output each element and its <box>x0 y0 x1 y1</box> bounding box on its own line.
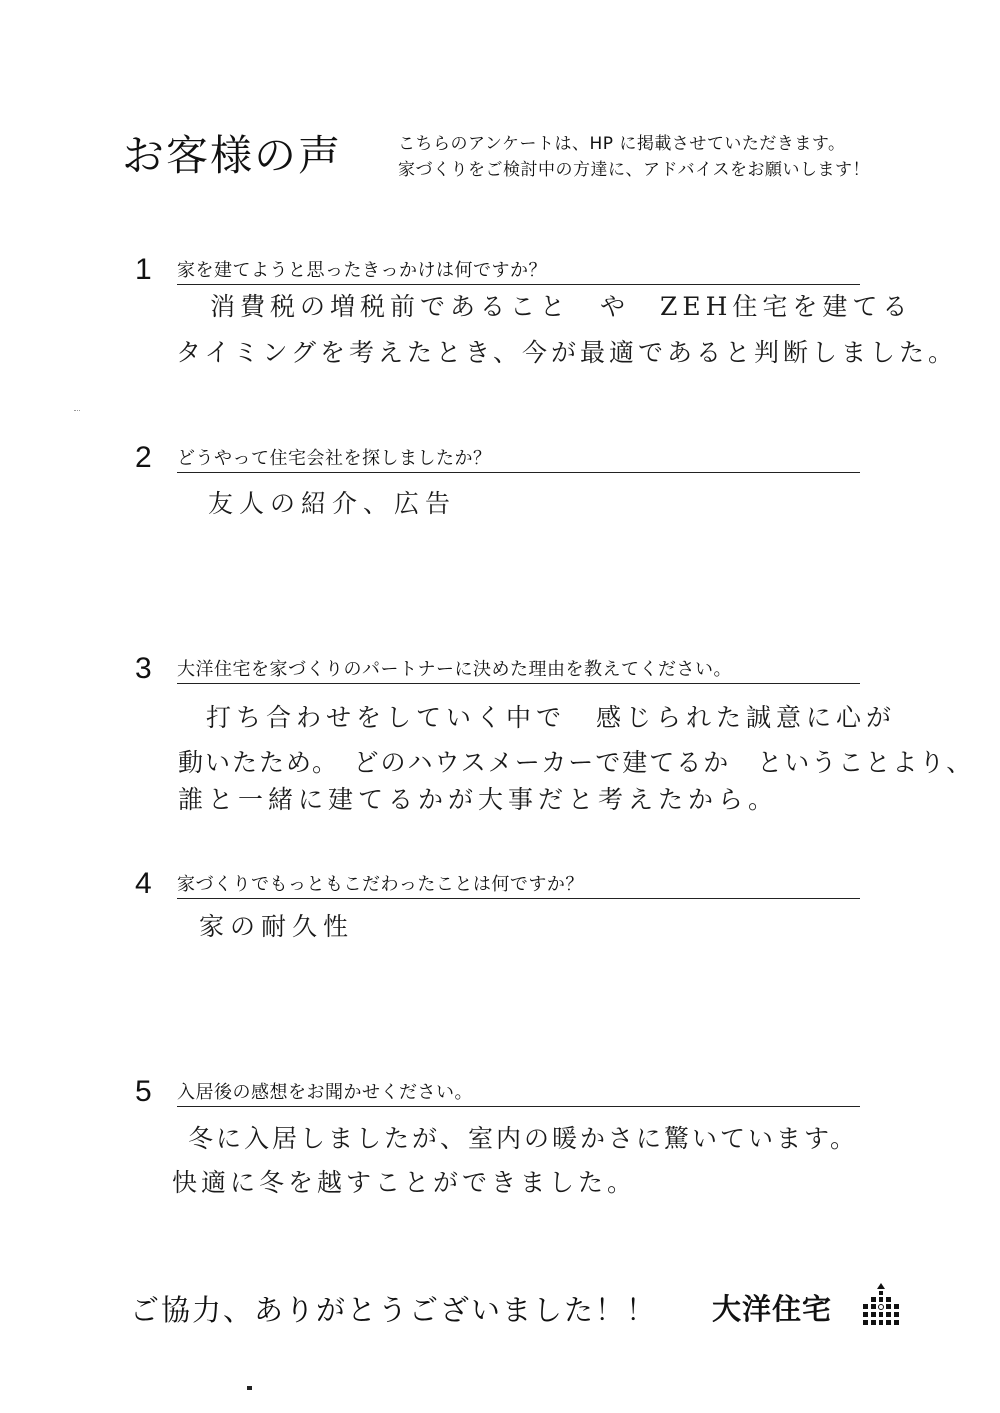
answer-4-line-1: 家の耐久性 <box>199 912 355 941</box>
thanks-message: ご協力、ありがとうございました！！ <box>130 1293 658 1327</box>
question-text: どうやって住宅会社を探しましたか？ <box>177 448 492 469</box>
question-3 <box>135 651 860 691</box>
question-5 <box>135 1074 860 1114</box>
question-underline <box>177 1106 860 1107</box>
house-grid-logo-icon <box>860 1281 902 1327</box>
answer-2-line-1: 友人の紹介、広告 <box>208 489 457 518</box>
question-number: 1 <box>135 253 152 286</box>
question-underline <box>177 472 860 473</box>
question-text: 家を建てようと思ったきっかけは何ですか？ <box>177 260 547 281</box>
intro-text <box>398 131 870 183</box>
question-underline <box>177 898 860 899</box>
question-4 <box>135 866 860 906</box>
question-number: 3 <box>135 652 152 685</box>
intro-line-2: 家づくりをご検討中の方達に、アドバイスをお願いします！ <box>398 160 870 180</box>
answer-1-line-2: タイミングを考えたとき、今が最適であると判断しました。 <box>176 338 958 367</box>
answer-3-line-1: 打ち合わせをしていく中で 感じられた誠意に心が <box>206 703 897 732</box>
question-number: 2 <box>135 441 152 474</box>
brand-name: 大洋住宅 <box>712 1292 833 1326</box>
question-number: 5 <box>135 1075 152 1108</box>
answer-5-line-1: 冬に入居しましたが、室内の暖かさに驚いています。 <box>188 1124 859 1153</box>
answer-3-line-3: 誰と一緒に建てるかが大事だと考えたから。 <box>178 785 779 814</box>
intro-line-1: こちらのアンケートは、HP に掲載させていただきます。 <box>398 134 846 154</box>
question-text: 入居後の感想をお聞かせください。 <box>177 1082 473 1103</box>
question-number: 4 <box>135 867 152 900</box>
question-text: 大洋住宅を家づくりのパートナーに決めた理由を教えてください。 <box>177 659 732 680</box>
page-title: お客様の声 <box>122 131 343 180</box>
question-underline <box>177 683 860 684</box>
answer-5-line-2: 快適に冬を越すことができました。 <box>172 1168 637 1197</box>
question-2 <box>135 440 860 480</box>
question-text: 家づくりでもっともこだわったことは何ですか？ <box>177 874 584 895</box>
scan-speck <box>247 1386 252 1390</box>
scan-speck <box>74 410 80 417</box>
answer-1-line-1: 消費税の増税前であること や ZEH住宅を建てる <box>210 292 913 321</box>
answer-3-line-2: 動いたため。 どのハウスメーカーで建てるか ということより、 <box>178 748 974 777</box>
